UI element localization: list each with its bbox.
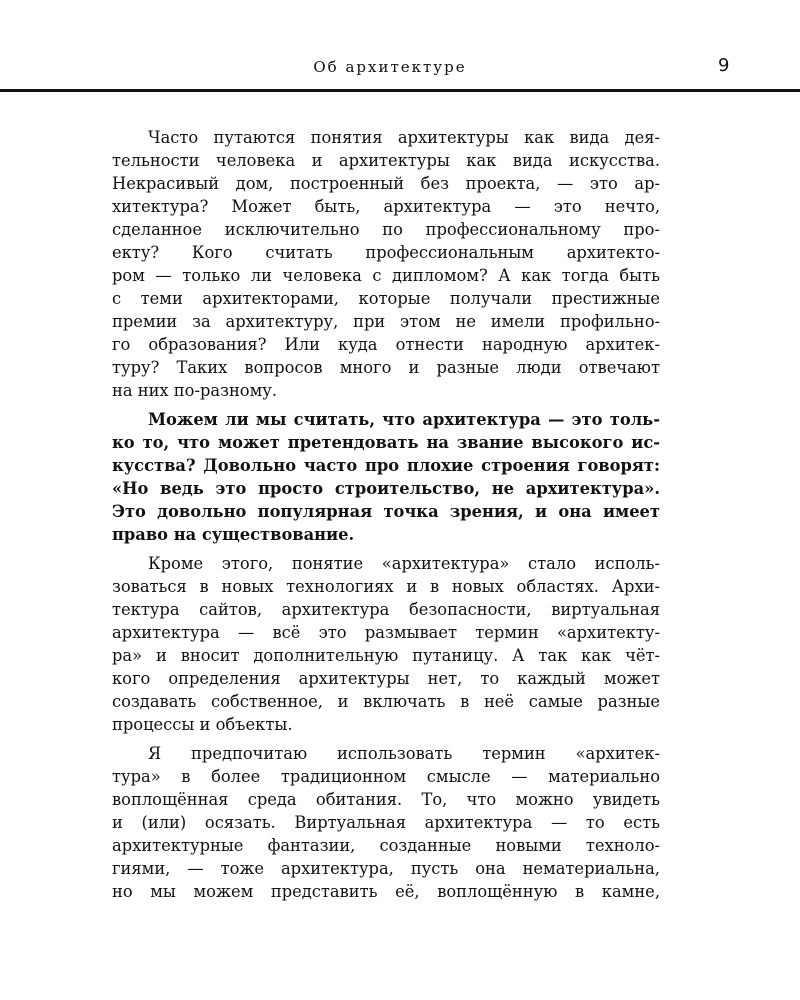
text-line: екту? Кого считать профессиональным архитекто- <box>112 243 660 262</box>
text-line: зоваться в новых технологиях и в новых областях. Архи- <box>112 577 660 596</box>
text-line: тура» в более традиционном смысле — материально <box>112 767 660 786</box>
text-line: право на существование. <box>112 525 355 544</box>
text-line: Кроме этого, понятие «архитектура» стало исполь- <box>148 554 660 573</box>
text-line: туру? Таких вопросов много и разные люди отвечают <box>112 358 660 377</box>
running-header-title: Об архитектуре <box>313 58 467 76</box>
paragraph <box>112 126 660 402</box>
paragraph <box>112 742 660 903</box>
text-line: архитектурные фантазии, созданные новыми техноло- <box>112 836 660 855</box>
paragraph-bold <box>112 408 660 546</box>
text-line: создавать собственное, и включать в неё самые разные <box>112 692 660 711</box>
text-line: премии за архитектуру, при этом не имели профильно- <box>112 312 660 331</box>
paragraph <box>112 552 660 736</box>
text-line: Я предпочитаю использовать термин «архитек- <box>148 744 660 763</box>
body-text <box>112 126 660 909</box>
text-line: Часто путаются понятия архитектуры как вида дея- <box>148 128 660 147</box>
header-rule <box>0 89 800 92</box>
page-number: 9 <box>718 55 730 76</box>
text-line: сделанное исключительно по профессиональному про- <box>112 220 660 239</box>
text-line: кого определения архитектуры нет, то каждый может <box>112 669 660 688</box>
text-line: тектура сайтов, архитектура безопасности, виртуальная <box>112 600 660 619</box>
text-line: на них по-разному. <box>112 381 278 400</box>
text-line: процессы и объекты. <box>112 715 293 734</box>
text-line: Это довольно популярная точка зрения, и она имеет <box>112 502 660 521</box>
text-line: ко то, что может претендовать на звание высокого ис- <box>112 433 660 452</box>
text-line: кусства? Довольно часто про плохие строения говорят: <box>112 456 660 475</box>
text-line: го образования? Или куда отнести народную архитек- <box>112 335 660 354</box>
text-line: и (или) осязать. Виртуальная архитектура — то есть <box>112 813 660 832</box>
text-line: но мы можем представить её, воплощённую в камне, <box>112 882 660 901</box>
text-line: тельности человека и архитектуры как вида искусства. <box>112 151 660 170</box>
text-line: с теми архитекторами, которые получали престижные <box>112 289 660 308</box>
text-line: хитектура? Может быть, архитектура — это нечто, <box>112 197 660 216</box>
text-line: гиями, — тоже архитектура, пусть она нематериальна, <box>112 859 660 878</box>
text-line: «Но ведь это просто строительство, не архитектура». <box>112 479 660 498</box>
text-line: воплощённая среда обитания. То, что можно увидеть <box>112 790 660 809</box>
text-line: Некрасивый дом, построенный без проекта, — это ар- <box>112 174 660 193</box>
text-line: ром — только ли человека с дипломом? А как тогда быть <box>112 266 660 285</box>
text-line: Можем ли мы считать, что архитектура — это толь- <box>148 410 660 429</box>
text-line: ра» и вносит дополнительную путаницу. А так как чёт- <box>112 646 660 665</box>
text-line: архитектура — всё это размывает термин «архитекту- <box>112 623 660 642</box>
